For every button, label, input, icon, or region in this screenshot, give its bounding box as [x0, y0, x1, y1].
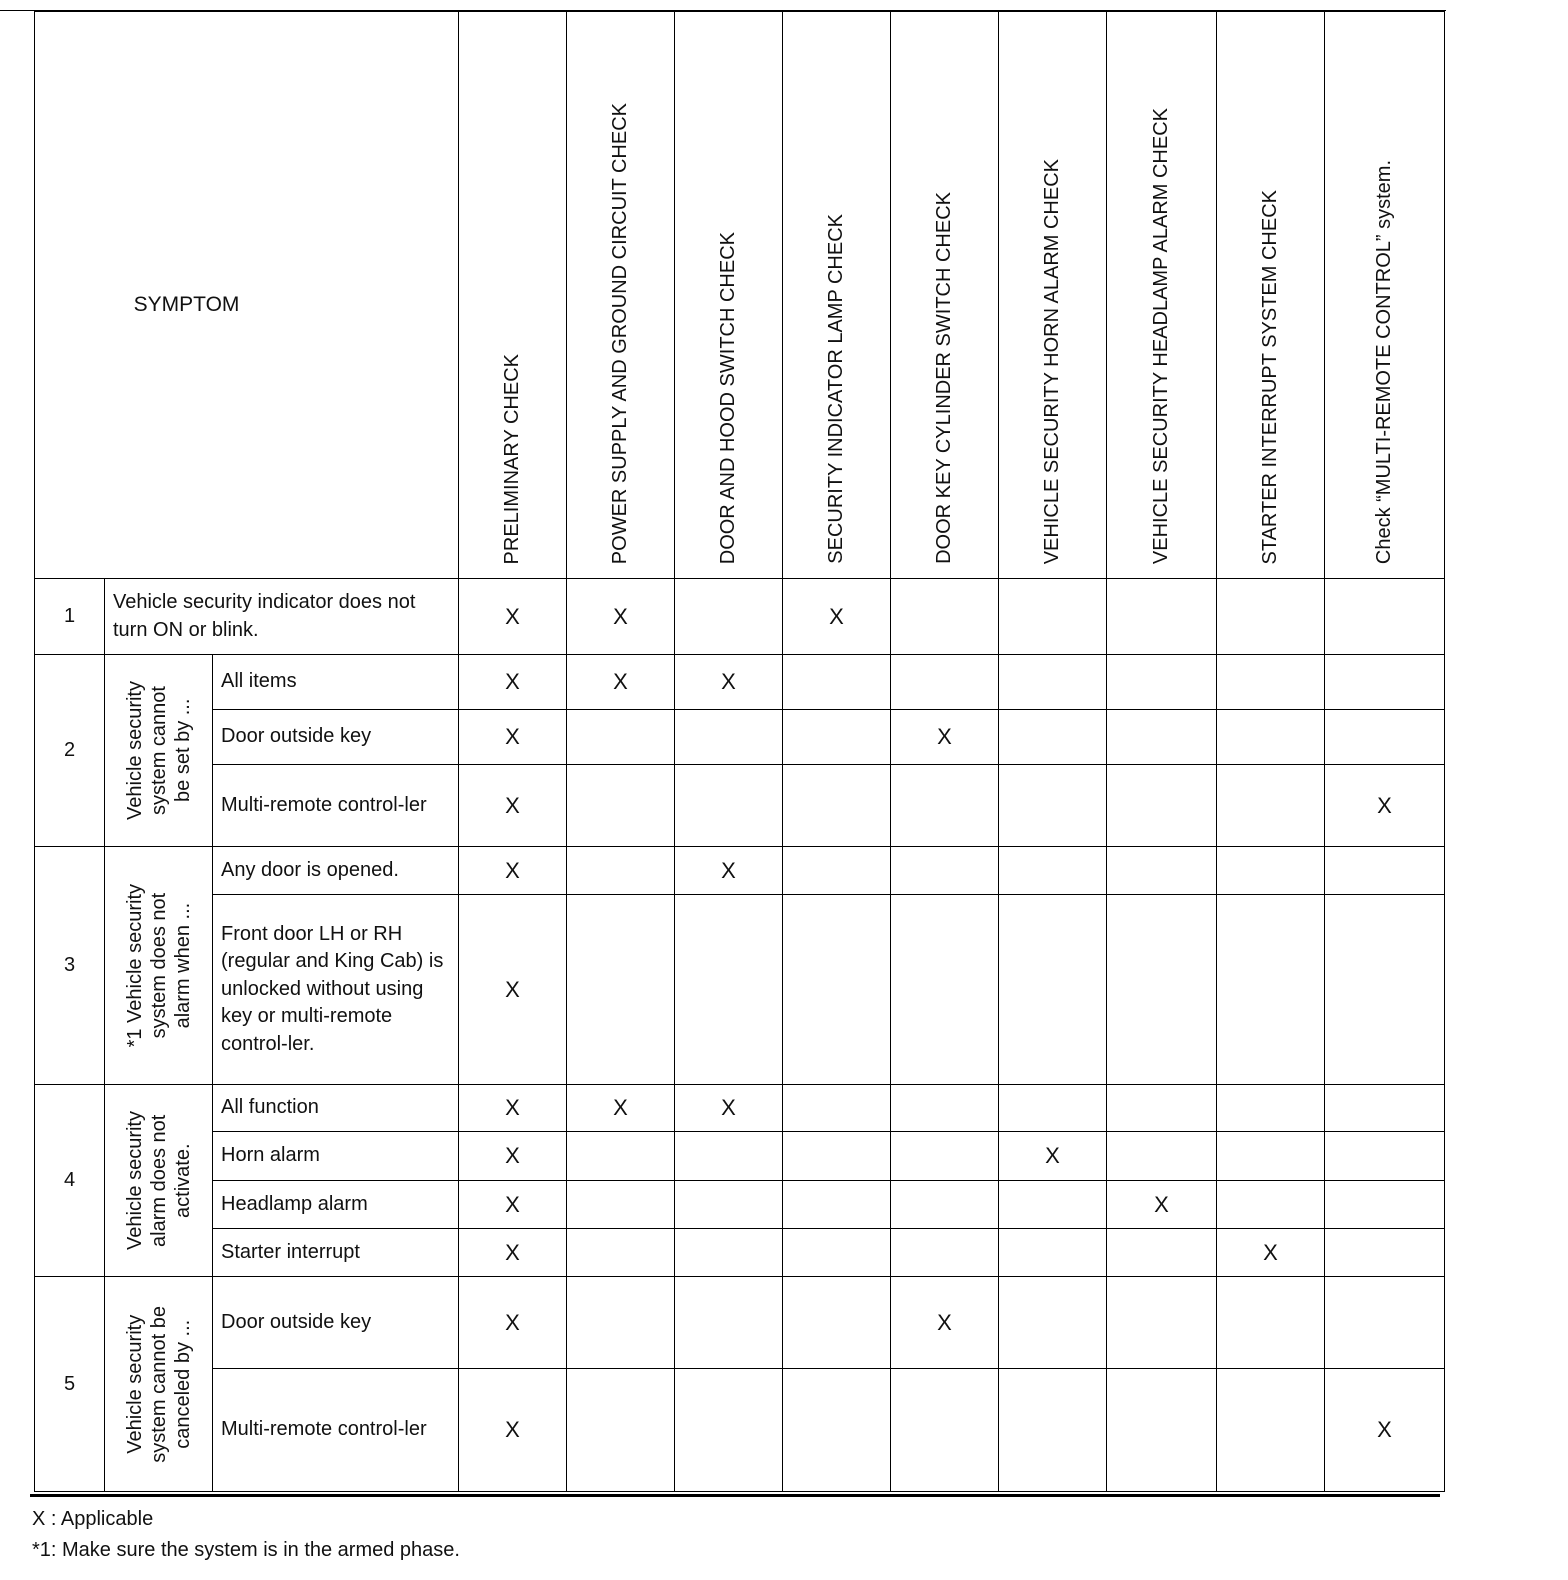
group-label-text: Vehicle security system cannot be canceled by ... — [123, 1305, 194, 1463]
check-mark-cell — [783, 710, 891, 765]
check-mark-cell — [1217, 655, 1325, 710]
check-mark-cell — [1217, 1277, 1325, 1369]
check-mark-cell — [1325, 1229, 1445, 1277]
symptom-number: 1 — [35, 579, 105, 655]
symptom-group-label — [105, 1277, 213, 1492]
group-label-text: Vehicle security alarm does not activate. — [123, 1111, 194, 1250]
check-mark-cell — [1217, 765, 1325, 847]
check-mark-cell: X — [459, 1229, 567, 1277]
check-mark-cell — [999, 710, 1107, 765]
table-row — [35, 847, 1445, 895]
check-mark-cell — [567, 847, 675, 895]
check-mark-cell — [999, 579, 1107, 655]
check-mark-cell: X — [459, 710, 567, 765]
check-mark-cell — [1107, 765, 1217, 847]
check-mark-cell — [675, 710, 783, 765]
check-mark-cell — [1107, 655, 1217, 710]
check-mark-cell — [1217, 1132, 1325, 1181]
symptom-number: 2 — [35, 655, 105, 847]
table-row — [35, 710, 1445, 765]
check-mark-cell: X — [783, 579, 891, 655]
check-mark-cell: X — [891, 1277, 999, 1369]
check-mark-cell — [891, 1132, 999, 1181]
check-mark-cell — [675, 1132, 783, 1181]
symptom-item: Headlamp alarm — [213, 1181, 459, 1229]
check-mark-cell — [675, 1229, 783, 1277]
table-row — [35, 895, 1445, 1085]
check-mark-cell: X — [567, 1085, 675, 1132]
check-mark-cell — [567, 895, 675, 1085]
check-mark-cell: X — [1107, 1181, 1217, 1229]
check-mark-cell — [891, 1229, 999, 1277]
check-header: VEHICLE SECURITY HORN ALARM CHECK — [999, 12, 1107, 579]
symptom-item: All function — [213, 1085, 459, 1132]
symptom-item: Door outside key — [213, 1277, 459, 1369]
check-header: SECURITY INDICATOR LAMP CHECK — [783, 12, 891, 579]
check-mark-cell — [1107, 579, 1217, 655]
check-mark-cell — [891, 1369, 999, 1492]
check-mark-cell: X — [1325, 765, 1445, 847]
check-mark-cell: X — [459, 765, 567, 847]
legend-note: X : Applicable — [32, 1508, 154, 1530]
check-header: DOOR KEY CYLINDER SWITCH CHECK — [891, 12, 999, 579]
check-mark-cell — [999, 895, 1107, 1085]
symptom-item: Door outside key — [213, 710, 459, 765]
check-mark-cell: X — [459, 1085, 567, 1132]
table-row — [35, 1277, 1445, 1369]
check-mark-cell — [1217, 710, 1325, 765]
table-row — [35, 1085, 1445, 1132]
check-mark-cell — [891, 765, 999, 847]
check-mark-cell: X — [459, 1181, 567, 1229]
check-mark-cell: X — [675, 1085, 783, 1132]
check-mark-cell: X — [891, 710, 999, 765]
check-mark-cell — [891, 1181, 999, 1229]
symptom-group-label — [105, 847, 213, 1085]
check-header: PRELIMINARY CHECK — [459, 12, 567, 579]
check-mark-cell: X — [459, 579, 567, 655]
table-row — [35, 579, 1445, 655]
check-mark-cell — [675, 765, 783, 847]
check-mark-cell — [783, 1132, 891, 1181]
symptom-item: All items — [213, 655, 459, 710]
check-mark-cell — [1107, 895, 1217, 1085]
check-mark-cell — [783, 1277, 891, 1369]
check-mark-cell — [1107, 847, 1217, 895]
check-mark-cell — [1217, 895, 1325, 1085]
check-mark-cell — [1325, 1085, 1445, 1132]
check-mark-cell — [1325, 895, 1445, 1085]
check-mark-cell — [999, 765, 1107, 847]
check-mark-cell — [1325, 579, 1445, 655]
symptom-number: 4 — [35, 1085, 105, 1277]
check-mark-cell: X — [459, 1132, 567, 1181]
check-mark-cell — [1217, 1085, 1325, 1132]
check-mark-cell — [1217, 1181, 1325, 1229]
table-row — [35, 1369, 1445, 1492]
check-mark-cell: X — [459, 895, 567, 1085]
table-row — [35, 1229, 1445, 1277]
table-row — [35, 765, 1445, 847]
check-mark-cell — [1107, 1085, 1217, 1132]
check-mark-cell — [1325, 1132, 1445, 1181]
footnote: *1: Make sure the system is in the armed phase. — [32, 1539, 460, 1561]
check-mark-cell — [1107, 710, 1217, 765]
check-mark-cell: X — [567, 579, 675, 655]
check-mark-cell — [891, 1085, 999, 1132]
check-mark-cell — [999, 1277, 1107, 1369]
symptom-group-label — [105, 655, 213, 847]
symptom-item: Multi-remote control-ler — [213, 765, 459, 847]
check-mark-cell: X — [1217, 1229, 1325, 1277]
check-header: STARTER INTERRUPT SYSTEM CHECK — [1217, 12, 1325, 579]
symptom-number: 3 — [35, 847, 105, 1085]
check-mark-cell: X — [459, 847, 567, 895]
check-mark-cell — [783, 765, 891, 847]
check-mark-cell — [999, 847, 1107, 895]
check-mark-cell — [675, 1181, 783, 1229]
table-row — [35, 1132, 1445, 1181]
check-header: DOOR AND HOOD SWITCH CHECK — [675, 12, 783, 579]
check-mark-cell — [1325, 655, 1445, 710]
check-mark-cell — [999, 1369, 1107, 1492]
symptom-item: Front door LH or RH (regular and King Cab) is unlocked without using key or multi-remote control-ler. — [213, 895, 459, 1085]
symptom-item: Multi-remote control-ler — [213, 1369, 459, 1492]
check-mark-cell — [1325, 710, 1445, 765]
check-mark-cell — [1217, 579, 1325, 655]
check-mark-cell — [675, 895, 783, 1085]
check-mark-cell: X — [459, 1369, 567, 1492]
symptom-group-label — [105, 1085, 213, 1277]
check-mark-cell — [999, 1229, 1107, 1277]
check-mark-cell — [999, 655, 1107, 710]
group-label-text: *1 Vehicle security system does not alarm when ... — [123, 883, 194, 1048]
check-mark-cell — [891, 579, 999, 655]
check-mark-cell — [1107, 1369, 1217, 1492]
check-mark-cell — [999, 1181, 1107, 1229]
check-mark-cell — [567, 1277, 675, 1369]
check-mark-cell — [783, 1181, 891, 1229]
symptom-item: Horn alarm — [213, 1132, 459, 1181]
check-mark-cell — [1107, 1229, 1217, 1277]
check-mark-cell — [1325, 1277, 1445, 1369]
check-header: POWER SUPPLY AND GROUND CIRCUIT CHECK — [567, 12, 675, 579]
check-mark-cell — [567, 710, 675, 765]
check-mark-cell — [783, 1229, 891, 1277]
check-mark-cell — [1217, 1369, 1325, 1492]
check-mark-cell — [567, 1181, 675, 1229]
symptom-item: Any door is opened. — [213, 847, 459, 895]
symptom-header: SYMPTOM — [35, 12, 459, 579]
check-mark-cell — [567, 1229, 675, 1277]
check-mark-cell — [567, 765, 675, 847]
check-mark-cell: X — [1325, 1369, 1445, 1492]
check-mark-cell — [1107, 1277, 1217, 1369]
check-mark-cell — [675, 1277, 783, 1369]
check-mark-cell — [567, 1132, 675, 1181]
check-mark-cell: X — [675, 655, 783, 710]
check-header: VEHICLE SECURITY HEADLAMP ALARM CHECK — [1107, 12, 1217, 579]
check-mark-cell — [783, 1369, 891, 1492]
notes — [32, 1504, 460, 1566]
table-row — [35, 1181, 1445, 1229]
check-mark-cell: X — [675, 847, 783, 895]
check-mark-cell — [675, 1369, 783, 1492]
symptom-chart-table — [34, 11, 1445, 1492]
check-mark-cell — [567, 1369, 675, 1492]
check-mark-cell: X — [459, 1277, 567, 1369]
check-header: Check “MULTI-REMOTE CONTROL” system. — [1325, 12, 1445, 579]
symptom-number: 5 — [35, 1277, 105, 1492]
check-mark-cell — [783, 655, 891, 710]
group-label-text: Vehicle security system cannot be set by ... — [123, 681, 194, 820]
check-mark-cell: X — [999, 1132, 1107, 1181]
check-mark-cell — [1325, 847, 1445, 895]
check-mark-cell — [891, 847, 999, 895]
check-mark-cell: X — [567, 655, 675, 710]
check-mark-cell — [783, 1085, 891, 1132]
check-mark-cell — [783, 847, 891, 895]
symptom-item: Starter interrupt — [213, 1229, 459, 1277]
header-row — [35, 12, 1445, 579]
check-mark-cell — [891, 895, 999, 1085]
check-mark-cell: X — [459, 655, 567, 710]
table-row — [35, 655, 1445, 710]
check-mark-cell — [1107, 1132, 1217, 1181]
check-mark-cell — [783, 895, 891, 1085]
symptom-item: Vehicle security indicator does not turn ON or blink. — [105, 579, 459, 655]
check-mark-cell — [999, 1085, 1107, 1132]
check-mark-cell — [1217, 847, 1325, 895]
check-mark-cell — [1325, 1181, 1445, 1229]
check-mark-cell — [675, 579, 783, 655]
bottom-rule — [30, 1494, 1440, 1497]
check-mark-cell — [891, 655, 999, 710]
